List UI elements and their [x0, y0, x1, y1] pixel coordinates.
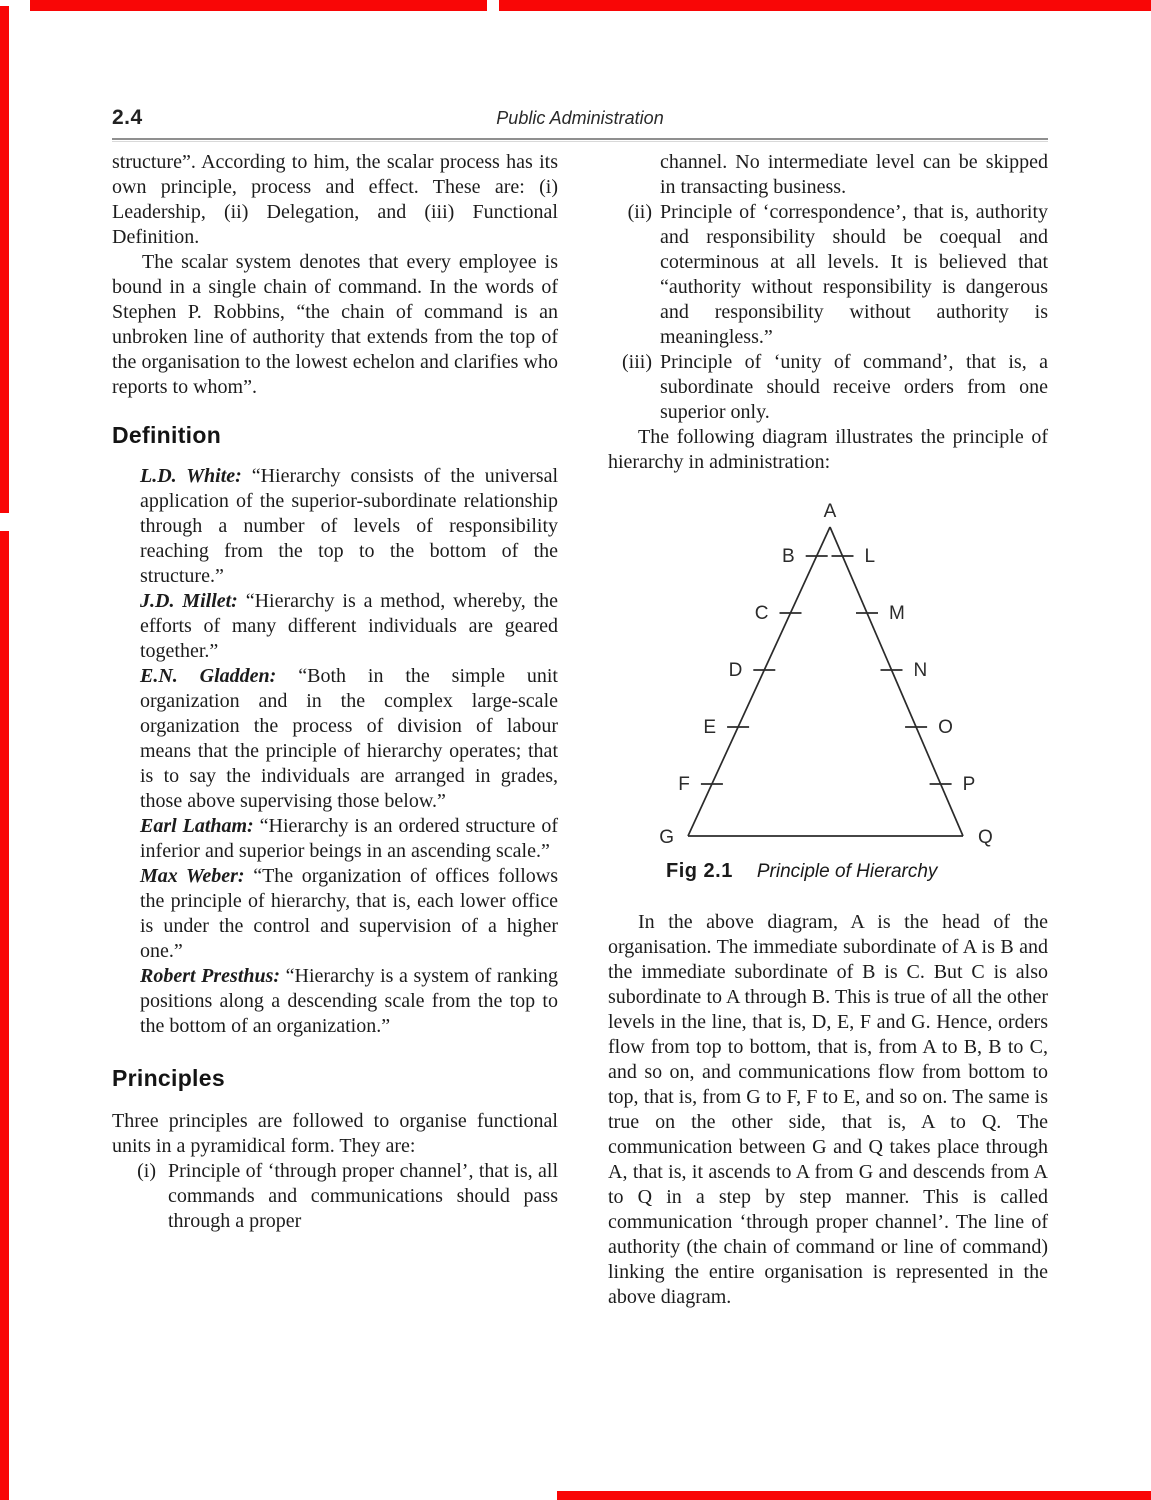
hierarchy-triangle-diagram [608, 499, 1048, 851]
list-text: Principle of ‘through proper channel’, that is, all commands and communications should pass through a proper [168, 1160, 558, 1232]
definition-quote [140, 589, 558, 664]
quote-text: “The organization of offices follows the principle of hierarchy, that is, each lower office is under the control and supervision of a higher one.” [140, 865, 558, 962]
list-text: Principle of ‘correspondence’, that is, authority and responsibility should be coequal and coterminous at all levels. It is believed that “authority without responsibility is dangerous and responsibility without authority is meaningless.” [660, 201, 1048, 348]
node-label-N: N [913, 660, 928, 681]
quote-text: “Hierarchy is a method, whereby, the efforts of many different individuals are geared together.” [140, 590, 558, 662]
list-text: Principle of ‘unity of command’, that is, a subordinate should receive orders from one superior only. [660, 351, 1048, 423]
paragraph-scalar-system: The scalar system denotes that every employee is bound in a single chain of command. In the words of Stephen P. Robbins, “the chain of command is an unbroken line of authority that extends from the top of the organisation to the lowest echelon and clarifies who reports to whom”. [112, 251, 558, 398]
node-label-O: O [938, 717, 953, 738]
left-column [112, 150, 558, 1234]
principle-item [608, 200, 1048, 350]
scan-edge-mark-top-right [499, 0, 1151, 11]
page-number: 2.4 [112, 106, 143, 129]
quote-text: “Hierarchy is an ordered structure of inferior and superior beings in an ascending scale.” [140, 815, 558, 862]
scan-edge-mark-left-lower [0, 531, 9, 1500]
diagram-explanation: In the above diagram, A is the head of the organisation. The immediate subordinate of A is B and the immediate subordinate of B is C. But C is also subordinate to A through B. This is true of all the other levels in the line, that is, D, E, F and G. Hence, orders flow from top to bottom, that is, from A to B, B to C, and so on, and communications flow from bottom to top, that is, from G to F, F to E, and so on. The same is true on the other side, that is, A to Q. The communication between G and Q takes place through A, that is, it ascends to A from G and descends from A to Q in a step by step manner. This is called communication ‘through proper channel’. The line of authority (the chain of command or line of command) linking the entire organisation is represented in the above diagram. [608, 911, 1048, 1308]
quote-author: Max Weber: [140, 865, 254, 887]
principles-heading: Principles [112, 1065, 225, 1091]
principle-item-i [112, 1159, 558, 1234]
quote-author: Earl Latham: [140, 815, 260, 837]
scan-edge-mark-left-upper [0, 6, 9, 513]
figure-caption-title: Principle of Hierarchy [756, 861, 938, 882]
principles-items-right [608, 200, 1048, 425]
definition-quote [140, 664, 558, 814]
quote-author: L.D. White: [140, 465, 252, 487]
definition-quote [140, 464, 558, 589]
quote-text: “Hierarchy is a system of ranking positions along a descending scale from the top to the bottom of an organization.” [140, 965, 558, 1037]
figure-caption-label: Fig 2.1 [666, 860, 733, 882]
node-label-P: P [962, 774, 976, 795]
scan-edge-mark-bottom [557, 1491, 1151, 1500]
principles-intro: Three principles are followed to organise functional units in a pyramidical form. They are: [112, 1110, 558, 1157]
principle-item [608, 350, 1048, 425]
running-title: Public Administration [496, 108, 664, 128]
list-number: (ii) [627, 201, 652, 223]
node-label-G: G [659, 827, 674, 848]
paragraph-scalar-process: structure”. According to him, the scalar process has its own principle, process and effect. These are: (i) Leadership, (ii) Delegation, and (iii) Functional Definition. [112, 151, 558, 248]
node-label-A: A [823, 501, 837, 522]
quote-author: J.D. Millet: [140, 590, 246, 612]
node-label-M: M [889, 603, 905, 624]
diagram-intro: The following diagram illustrates the principle of hierarchy in administration: [608, 426, 1048, 473]
node-label-C: C [754, 603, 769, 624]
figure-caption [608, 859, 1048, 884]
hierarchy-figure [608, 499, 1048, 884]
scan-edge-mark-top-left [30, 0, 487, 11]
quote-text: “Both in the simple unit organization and in the complex large-scale organization the process of division of labour means that the principle of hierarchy operates; that is to say the individuals are arranged in grades, those above supervising those below.” [140, 665, 558, 812]
page-header [112, 104, 1048, 134]
node-label-D: D [728, 660, 743, 681]
node-label-F: F [678, 774, 690, 795]
definition-quote [140, 814, 558, 864]
quote-text: “Hierarchy consists of the universal application of the superior-subordinate relationship through a number of levels of responsibility reaching from the top to the bottom of the structure.” [140, 465, 558, 587]
definition-quotes [112, 464, 558, 1039]
definition-quote [140, 864, 558, 964]
principle-item-i-continuation: channel. No intermediate level can be skipped in transacting business. [660, 151, 1048, 198]
node-label-Q: Q [978, 827, 993, 848]
node-label-E: E [703, 717, 717, 738]
quote-author: E.N. Gladden: [140, 665, 299, 687]
definition-quote [140, 964, 558, 1039]
quote-author: Robert Presthus: [140, 965, 286, 987]
definition-heading: Definition [112, 422, 222, 448]
node-label-B: B [782, 546, 795, 567]
node-label-L: L [864, 546, 876, 567]
header-rule [112, 138, 1048, 142]
list-number: (i) [137, 1160, 156, 1182]
right-column [608, 150, 1048, 1310]
list-number: (iii) [622, 351, 652, 373]
